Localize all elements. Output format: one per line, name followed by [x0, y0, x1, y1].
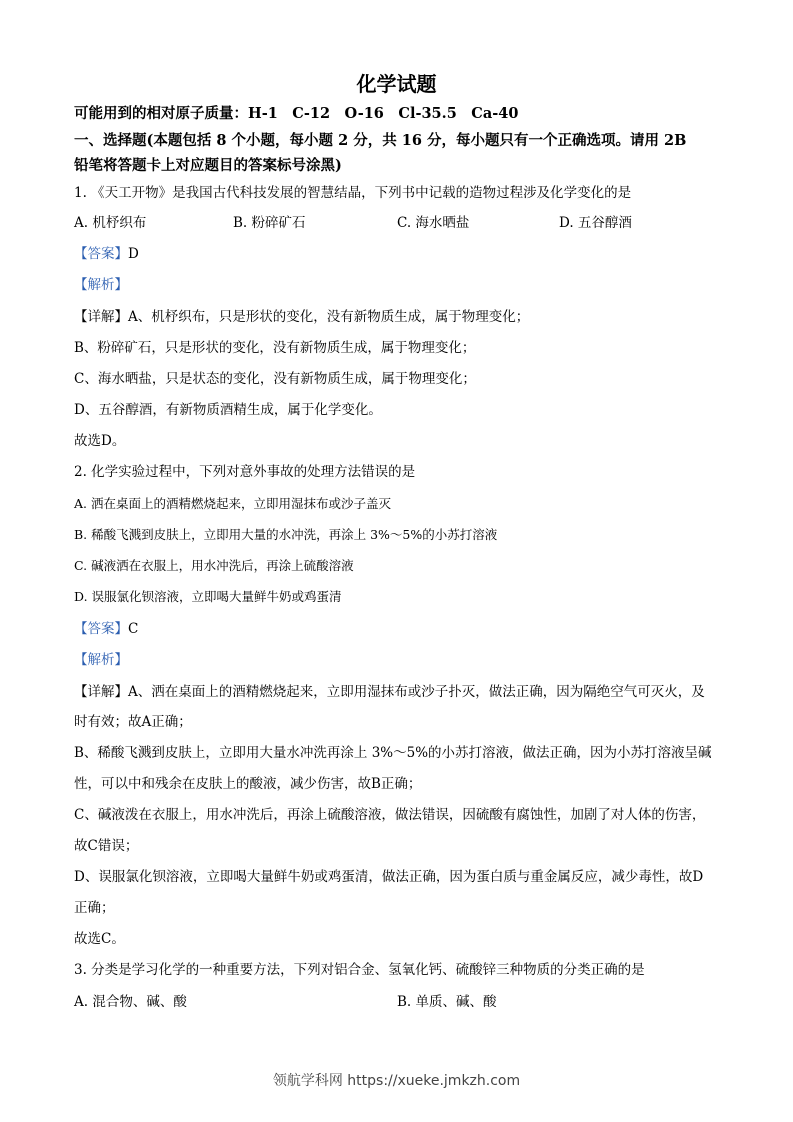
q1-detail-4: 故选D。 — [74, 433, 126, 449]
q2-detail-0 — [74, 682, 724, 702]
answer-value: D — [128, 246, 139, 262]
q3-stem: 3. 分类是学习化学的一种重要方法，下列对铝合金、氢氧化钙、硫酸锌三种物质的分类正确的是 — [74, 962, 645, 978]
q2-answer — [74, 619, 724, 639]
q3-option-a: A. 混合物、碱、酸 — [74, 994, 187, 1010]
q1-stem: 1. 《天工开物》是我国古代科技发展的智慧结晶，下列书中记载的造物过程涉及化学变化的是 — [74, 185, 632, 201]
q2-option-c: C. 碱液洒在衣服上，用水冲洗后，再涂上硫酸溶液 — [74, 558, 354, 573]
detail-tag: 【详解】 — [74, 309, 128, 325]
q1-detail-1: B、粉碎矿石，只是形状的变化，没有新物质生成，属于物理变化； — [74, 340, 476, 356]
q2-detail-1: 时有效；故A正确； — [74, 714, 192, 730]
q1-answer — [74, 244, 724, 264]
analysis-tag: 【解析】 — [74, 652, 128, 668]
q1-option-a: A. 机杼织布 — [74, 215, 147, 231]
q1-detail-3: D、五谷醇酒，有新物质酒精生成，属于化学变化。 — [74, 402, 382, 418]
detail-tag: 【详解】 — [74, 684, 128, 700]
answer-tag: 【答案】 — [74, 621, 128, 637]
q2-option-d: D. 误服氯化钡溶液，立即喝大量鲜牛奶或鸡蛋清 — [74, 589, 342, 604]
footer-watermark: 领航学科网 https://xueke.jmkzh.com — [272, 1073, 521, 1089]
q2-option-b: B. 稀酸飞溅到皮肤上，立即用大量的水冲洗，再涂上 3%～5%的小苏打溶液 — [74, 527, 498, 542]
q2-detail-4: C、碱液泼在衣服上，用水冲洗后，再涂上硫酸溶液，做法错误，因硫酸有腐蚀性，加剧了对人体的伤害， — [74, 807, 706, 823]
answer-value: C — [128, 621, 139, 637]
atomic-masses: 可能用到的相对原子质量：H-1 C-12 O-16 Cl-35.5 Ca-40 — [74, 105, 519, 122]
q2-stem: 2. 化学实验过程中，下列对意外事故的处理方法错误的是 — [74, 464, 416, 480]
detail-text: A、洒在桌面上的酒精燃烧起来，立即用湿抹布或沙子扑灭，做法正确，因为隔绝空气可灭火，及 — [128, 684, 705, 700]
analysis-tag: 【解析】 — [74, 277, 128, 293]
answer-tag: 【答案】 — [74, 246, 128, 262]
q1-detail-0 — [74, 307, 724, 327]
q2-detail-7: 正确； — [74, 900, 115, 916]
q2-analysis — [74, 650, 724, 670]
q3-option-b: B. 单质、碱、酸 — [397, 994, 497, 1010]
q1-analysis — [74, 275, 724, 295]
q2-option-a: A. 洒在桌面上的酒精燃烧起来，立即用湿抹布或沙子盖灭 — [74, 496, 391, 511]
q2-detail-6: D、误服氯化钡溶液，立即喝大量鲜牛奶或鸡蛋清，做法正确，因为蛋白质与重金属反应，减少毒性，故D — [74, 869, 704, 885]
page-title: 化学试题 — [356, 72, 437, 96]
q1-option-c: C. 海水晒盐 — [397, 215, 470, 231]
section-heading-line2: 铅笔将答题卡上对应题目的答案标号涂黑) — [74, 157, 342, 174]
q1-option-d: D. 五谷醇酒 — [559, 215, 632, 231]
q2-detail-5: 故C错误； — [74, 838, 139, 854]
q1-detail-2: C、海水晒盐，只是状态的变化，没有新物质生成，属于物理变化； — [74, 371, 476, 387]
q1-option-b: B. 粉碎矿石 — [233, 215, 306, 231]
section-heading-line1: 一、选择题(本题包括 8 个小题，每小题 2 分，共 16 分，每小题只有一个正确选项。请用 2B — [74, 132, 687, 149]
q2-detail-2: B、稀酸飞溅到皮肤上，立即用大量水冲洗再涂上 3%～5%的小苏打溶液，做法正确，因为小苏打溶液呈碱 — [74, 745, 712, 761]
detail-text: A、机杼织布，只是形状的变化，没有新物质生成，属于物理变化； — [128, 309, 530, 325]
q2-detail-8: 故选C。 — [74, 931, 125, 947]
q2-detail-3: 性，可以中和残余在皮肤上的酸液，减少伤害，故B正确； — [74, 776, 422, 792]
